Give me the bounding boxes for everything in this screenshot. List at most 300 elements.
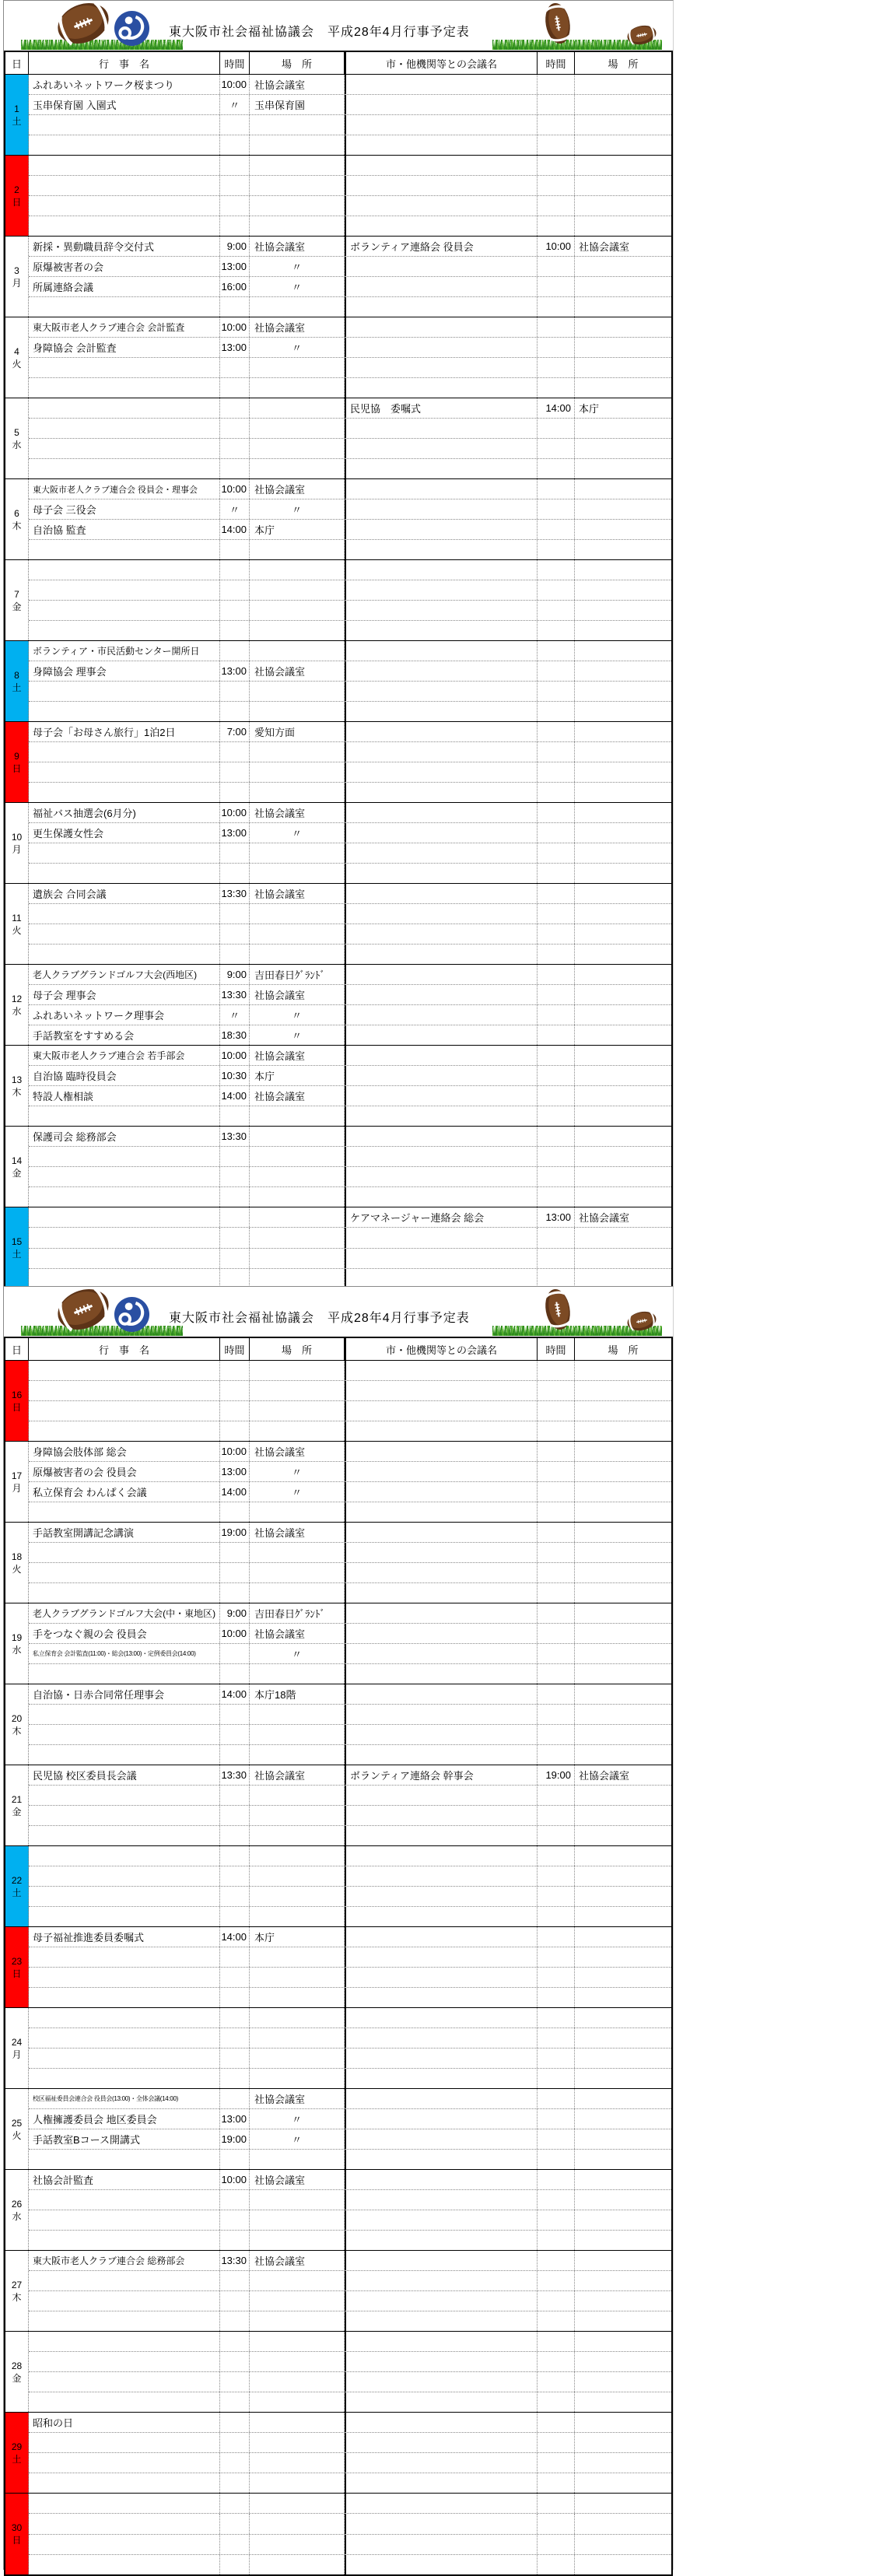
event-name-cell <box>29 297 220 317</box>
event-row <box>29 580 671 601</box>
event-row <box>29 1765 671 1786</box>
meeting-place-cell <box>575 439 671 458</box>
event-row <box>29 2210 671 2231</box>
event-name-cell: 遺族会 合同会議 <box>29 884 220 903</box>
event-place-cell <box>250 1887 345 1906</box>
meeting-time-cell <box>538 2069 575 2088</box>
event-name-cell: 原爆被害者の会 <box>29 257 220 276</box>
event-name-cell <box>29 1207 220 1227</box>
event-time-cell: 14:00 <box>220 520 250 539</box>
meeting-name-cell <box>345 156 538 175</box>
event-time-cell <box>220 2291 250 2311</box>
event-name-cell: 新採・異動職員辞令交付式 <box>29 237 220 256</box>
meeting-place-cell <box>575 1988 671 2007</box>
event-place-cell <box>250 2372 345 2392</box>
event-row <box>29 2372 671 2392</box>
event-time-cell: 13:30 <box>220 1765 250 1785</box>
event-row <box>29 2129 671 2150</box>
event-name-cell: 昭和の日 <box>29 2413 220 2432</box>
day-block-11 <box>5 884 671 965</box>
meeting-name-cell <box>345 2008 538 2028</box>
col-header-meeting: 市・他機関等との会議名 <box>345 52 538 74</box>
event-row <box>29 176 671 196</box>
event-name-cell: 原爆被害者の会 役員会 <box>29 1462 220 1481</box>
meeting-name-cell <box>345 2251 538 2270</box>
event-name-cell: 手話教室をすすめる会 <box>29 1025 220 1045</box>
event-place-cell <box>250 1988 345 2007</box>
event-name-cell: 所属連絡会議 <box>29 277 220 296</box>
event-place-cell <box>250 2413 345 2432</box>
meeting-name-cell <box>345 135 538 155</box>
event-time-cell <box>220 2332 250 2351</box>
col-header-event: 行 事 名 <box>29 52 220 74</box>
event-time-cell: 9:00 <box>220 1603 250 1623</box>
event-name-cell <box>29 1583 220 1603</box>
meeting-name-cell <box>345 115 538 135</box>
event-place-cell: 社協会議室 <box>250 479 345 499</box>
event-name-cell <box>29 2453 220 2473</box>
event-time-cell: 〃 <box>220 499 250 519</box>
event-name-cell: 老人クラブグランドゴルフ大会(西地区) <box>29 965 220 984</box>
day-number: 17 <box>11 1470 23 1481</box>
meeting-name-cell <box>345 2190 538 2210</box>
event-time-cell <box>220 742 250 762</box>
event-name-cell <box>29 1563 220 1582</box>
meeting-name-cell <box>345 864 538 883</box>
day-number: 5 <box>14 426 19 438</box>
meeting-time-cell <box>538 884 575 903</box>
meeting-time-cell: 10:00 <box>538 237 575 256</box>
meeting-place-cell: 社協会議室 <box>579 1212 630 1225</box>
meeting-name-cell <box>345 196 538 216</box>
event-time-cell <box>220 783 250 802</box>
meeting-time-cell <box>538 2231 575 2250</box>
event-place-cell <box>250 176 345 195</box>
event-place-cell <box>250 1249 345 1268</box>
meeting-name-cell <box>345 1786 538 1805</box>
day-number: 18 <box>11 1551 23 1562</box>
meeting-name-cell <box>345 2535 538 2554</box>
event-row <box>29 1381 671 1401</box>
meeting-place-cell <box>575 823 671 843</box>
meeting-name-cell <box>345 843 538 863</box>
meeting-place-cell <box>575 2433 671 2452</box>
meeting-time-cell <box>538 75 575 94</box>
day-block-28 <box>5 2332 671 2413</box>
event-name-cell: 特設人権相談 <box>29 1086 220 1106</box>
event-place-cell <box>250 1167 345 1186</box>
day-block-20 <box>5 1684 671 1765</box>
meeting-time-cell: 13:00 <box>538 1207 575 1227</box>
meeting-place-cell <box>575 580 671 600</box>
event-name-cell <box>29 1806 220 1825</box>
event-row <box>29 641 671 661</box>
meeting-time-cell <box>538 1147 575 1166</box>
event-row <box>29 2008 671 2028</box>
meeting-time-cell <box>538 1543 575 1562</box>
meeting-time-cell <box>538 1523 575 1542</box>
meeting-time-cell <box>538 176 575 195</box>
event-time-cell: 10:00 <box>220 1046 250 1065</box>
meeting-name-cell <box>345 2494 538 2513</box>
meeting-name-cell <box>345 1401 538 1421</box>
event-time-cell <box>220 1583 250 1603</box>
event-place-cell <box>250 2311 345 2331</box>
event-time-cell <box>220 2392 250 2412</box>
meeting-place-cell <box>575 1147 671 1166</box>
event-name-cell <box>29 945 220 964</box>
meeting-name-cell <box>345 904 538 924</box>
event-row <box>29 783 671 802</box>
event-name-cell <box>29 1147 220 1166</box>
event-place-cell: 社協会議室 <box>250 2251 345 2270</box>
event-time-cell <box>220 762 250 782</box>
event-time-cell: 〃 <box>220 95 250 114</box>
event-time-cell <box>220 1228 250 1247</box>
meeting-place-cell <box>575 2413 671 2432</box>
day-cell <box>5 965 29 1045</box>
meeting-time-cell <box>538 1381 575 1400</box>
meeting-place-cell <box>575 1563 671 1582</box>
event-place-cell <box>250 156 345 175</box>
day-number: 14 <box>11 1155 23 1166</box>
event-time-cell <box>220 1167 250 1186</box>
meeting-name-cell <box>345 762 538 782</box>
event-place-cell <box>250 1846 345 1866</box>
event-time-cell <box>220 2372 250 2392</box>
meeting-place-cell <box>575 1086 671 1106</box>
event-name-cell: 母子会 理事会 <box>29 985 220 1004</box>
event-time-cell <box>220 1644 250 1663</box>
event-name-cell <box>29 1361 220 1380</box>
meeting-time-cell <box>538 1988 575 2007</box>
meeting-place-cell <box>575 499 671 519</box>
event-place-cell: 社協会議室 <box>250 75 345 94</box>
event-row <box>29 762 671 783</box>
event-place-cell <box>250 1786 345 1805</box>
event-place-cell <box>250 358 345 377</box>
meeting-place-cell <box>575 1887 671 1906</box>
meeting-name-cell <box>345 702 538 721</box>
event-row <box>29 2069 671 2088</box>
col-header-meeting: 市・他機関等との会議名 <box>345 1338 538 1360</box>
meeting-place-cell <box>575 358 671 377</box>
event-row <box>29 661 671 682</box>
event-time-cell: 16:00 <box>220 277 250 296</box>
meeting-place-cell <box>575 2049 671 2068</box>
meeting-place-cell <box>575 1482 671 1502</box>
meeting-name-cell <box>345 1887 538 1906</box>
meeting-place-cell <box>575 783 671 802</box>
meeting-place-cell <box>575 1543 671 1562</box>
meeting-place-cell <box>575 1603 671 1623</box>
day-of-week: 金 <box>12 1806 22 1817</box>
day-number: 27 <box>11 2279 23 2290</box>
event-time-cell <box>220 1381 250 1400</box>
meeting-name-cell <box>345 1563 538 1582</box>
day-cell <box>5 2008 29 2088</box>
schedule-page-2 <box>3 1286 674 2570</box>
grass-strip-icon <box>21 1326 183 1336</box>
meeting-time-cell <box>538 985 575 1004</box>
meeting-time-cell <box>538 2170 575 2189</box>
event-place-cell <box>250 2494 345 2513</box>
event-place-cell <box>250 1543 345 1562</box>
meeting-place-cell <box>575 2210 671 2230</box>
meeting-name-cell <box>345 1705 538 1724</box>
event-time-cell <box>220 1401 250 1421</box>
event-name-cell <box>29 1167 220 1186</box>
meeting-time-cell <box>538 1401 575 1421</box>
meeting-name-cell <box>345 1907 538 1926</box>
event-name-cell: 手をつなぐ親の会 役員会 <box>29 1624 220 1643</box>
event-name-cell: ふれあいネットワーク桜まつり <box>29 75 220 94</box>
meeting-place-cell <box>575 277 671 296</box>
event-time-cell <box>220 1887 250 1906</box>
event-name-cell <box>29 1705 220 1724</box>
meeting-name-cell <box>345 1421 538 1441</box>
event-time-cell <box>220 540 250 559</box>
day-number: 16 <box>11 1389 23 1400</box>
day-of-week: 日 <box>12 2535 22 2546</box>
day-of-week: 金 <box>12 601 22 612</box>
event-row <box>29 2555 671 2574</box>
page-title: 東大阪市社会福祉協議会 平成28年4月行事予定表 <box>169 1312 470 1325</box>
meeting-place-cell <box>575 1705 671 1724</box>
day-block-17 <box>5 1442 671 1523</box>
meeting-time-cell <box>538 1887 575 1906</box>
event-place-cell <box>250 378 345 398</box>
event-name-cell <box>29 843 220 863</box>
event-name-cell <box>29 1887 220 1906</box>
event-row <box>29 621 671 640</box>
meeting-time-cell <box>538 419 575 438</box>
event-row <box>29 2453 671 2473</box>
meeting-time-cell <box>538 1127 575 1146</box>
meeting-place-cell <box>575 1127 671 1146</box>
event-row <box>29 216 671 236</box>
event-name-cell <box>29 621 220 640</box>
event-time-cell <box>220 156 250 175</box>
event-time-cell <box>220 1725 250 1744</box>
meeting-name-cell <box>345 1361 538 1380</box>
event-name-cell <box>29 1866 220 1886</box>
event-row <box>29 1725 671 1745</box>
event-row <box>29 2028 671 2049</box>
meeting-time-cell <box>538 378 575 398</box>
day-of-week: 水 <box>12 2210 22 2222</box>
day-cell <box>5 1846 29 1926</box>
meeting-time-cell <box>538 803 575 822</box>
event-time-cell <box>220 864 250 883</box>
meeting-time-cell <box>538 641 575 661</box>
event-row <box>29 1025 671 1045</box>
meeting-name-cell <box>345 1927 538 1947</box>
event-name-cell <box>29 1988 220 2007</box>
meeting-place-cell <box>575 1249 671 1268</box>
day-cell <box>5 884 29 964</box>
event-name-cell <box>29 2311 220 2331</box>
event-row <box>29 1603 671 1624</box>
event-place-cell <box>250 601 345 620</box>
event-row <box>29 1968 671 1988</box>
event-time-cell <box>220 2555 250 2574</box>
meeting-time-cell <box>538 2028 575 2048</box>
day-of-week: 日 <box>12 196 22 208</box>
event-row <box>29 1127 671 1147</box>
schedule-table <box>4 51 673 1290</box>
event-name-cell <box>29 1228 220 1247</box>
event-place-cell: 社協会議室 <box>250 803 345 822</box>
event-name-cell: 玉串保育園 入園式 <box>29 95 220 114</box>
event-time-cell <box>220 621 250 640</box>
event-name-cell <box>29 2555 220 2574</box>
event-place-cell <box>250 1401 345 1421</box>
meeting-place-cell <box>575 1644 671 1663</box>
event-time-cell <box>220 2150 250 2169</box>
meeting-name-cell <box>345 1086 538 1106</box>
event-name-cell <box>29 176 220 195</box>
meeting-name-cell <box>345 479 538 499</box>
event-place-cell <box>250 1502 345 1522</box>
event-row <box>29 1664 671 1684</box>
meeting-name-cell <box>345 1228 538 1247</box>
day-number: 7 <box>14 588 19 600</box>
event-name-cell: 社協会計監査 <box>29 2170 220 2189</box>
event-time-cell <box>220 1745 250 1765</box>
meeting-time-cell <box>538 135 575 155</box>
event-row <box>29 1106 671 1126</box>
event-time-cell: 13:30 <box>220 884 250 903</box>
day-number: 15 <box>11 1236 23 1247</box>
meeting-name-cell <box>345 1846 538 1866</box>
meeting-place-cell <box>575 1664 671 1684</box>
meeting-time-cell: 14:00 <box>538 398 575 418</box>
event-place-cell: 社協会議室 <box>250 317 345 337</box>
day-cell <box>5 641 29 721</box>
event-name-cell: 保護司会 総務部会 <box>29 1127 220 1146</box>
meeting-name-cell <box>345 459 538 478</box>
meeting-time-cell <box>538 2251 575 2270</box>
meeting-time-cell <box>538 196 575 216</box>
meeting-time-cell <box>538 499 575 519</box>
meeting-name-cell <box>345 965 538 984</box>
meeting-place-cell <box>575 1927 671 1947</box>
meeting-name-cell <box>345 1523 538 1542</box>
meeting-time-cell <box>538 1025 575 1045</box>
meeting-place-cell <box>575 661 671 681</box>
day-block-29 <box>5 2413 671 2494</box>
meeting-place-cell <box>575 1025 671 1045</box>
day-number: 20 <box>11 1712 23 1724</box>
event-place-cell <box>250 1968 345 1987</box>
day-of-week: 日 <box>12 1401 22 1413</box>
meeting-time-cell <box>538 115 575 135</box>
meeting-time-cell <box>538 1806 575 1825</box>
meeting-name-cell <box>345 1624 538 1643</box>
event-row <box>29 1846 671 1866</box>
event-time-cell <box>220 2494 250 2513</box>
meeting-name-cell <box>345 2271 538 2290</box>
event-place-cell: 社協会議室 <box>250 237 345 256</box>
event-time-cell: 10:00 <box>220 2170 250 2189</box>
event-time-cell <box>220 2069 250 2088</box>
meeting-place-cell <box>575 479 671 499</box>
event-name-cell <box>29 156 220 175</box>
meeting-time-cell <box>538 1927 575 1947</box>
event-place-cell: 社協会議室 <box>250 1442 345 1461</box>
meeting-name-cell <box>345 1664 538 1684</box>
event-place-cell <box>250 1361 345 1380</box>
day-of-week: 火 <box>12 1563 22 1575</box>
event-time-cell <box>220 115 250 135</box>
meeting-place-cell <box>575 1523 671 1542</box>
day-cell <box>5 1927 29 2007</box>
event-name-cell <box>29 702 220 721</box>
event-row <box>29 1927 671 1947</box>
col-header-place: 場 所 <box>250 52 345 74</box>
meeting-name-cell <box>345 1644 538 1663</box>
event-row <box>29 1086 671 1106</box>
meeting-time-cell <box>538 1644 575 1663</box>
col-header-meeting-time: 時間 <box>538 52 575 74</box>
event-row <box>29 75 671 95</box>
event-row <box>29 540 671 559</box>
day-cell <box>5 2251 29 2331</box>
event-place-cell: 〃 <box>250 1482 345 1502</box>
event-time-cell: 14:00 <box>220 1684 250 1704</box>
meeting-place-cell <box>575 2311 671 2331</box>
event-row <box>29 1502 671 1522</box>
meeting-name-cell <box>345 2433 538 2452</box>
meeting-time-cell <box>538 1745 575 1765</box>
meeting-time-cell <box>538 783 575 802</box>
event-row <box>29 2231 671 2250</box>
event-row <box>29 965 671 985</box>
meeting-time-cell <box>538 1947 575 1967</box>
event-name-cell <box>29 1947 220 1967</box>
event-place-cell <box>250 2514 345 2533</box>
event-row <box>29 156 671 176</box>
meeting-time-cell <box>538 2190 575 2210</box>
meeting-place-cell <box>575 95 671 114</box>
meeting-time-cell <box>538 661 575 681</box>
event-name-cell <box>29 459 220 478</box>
event-time-cell <box>220 196 250 216</box>
meeting-place-cell <box>575 1005 671 1025</box>
meeting-time-cell <box>538 924 575 944</box>
day-of-week: 土 <box>12 1887 22 1898</box>
event-name-cell <box>29 2210 220 2230</box>
event-time-cell <box>220 297 250 317</box>
meeting-place-cell <box>575 843 671 863</box>
meeting-name-cell <box>345 2231 538 2250</box>
meeting-time-cell <box>538 2494 575 2513</box>
meeting-place-cell <box>575 1745 671 1765</box>
event-place-cell <box>250 1207 345 1227</box>
day-block-9 <box>5 722 671 803</box>
event-name-cell <box>29 2494 220 2513</box>
meeting-place-cell <box>575 135 671 155</box>
event-place-cell <box>250 641 345 661</box>
event-time-cell: 9:00 <box>220 965 250 984</box>
meeting-time-cell <box>538 2433 575 2452</box>
day-of-week: 月 <box>12 2049 22 2060</box>
meeting-time-cell <box>538 1106 575 1126</box>
event-name-cell <box>29 2291 220 2311</box>
meeting-place-cell <box>575 1462 671 1481</box>
event-row <box>29 1462 671 1482</box>
